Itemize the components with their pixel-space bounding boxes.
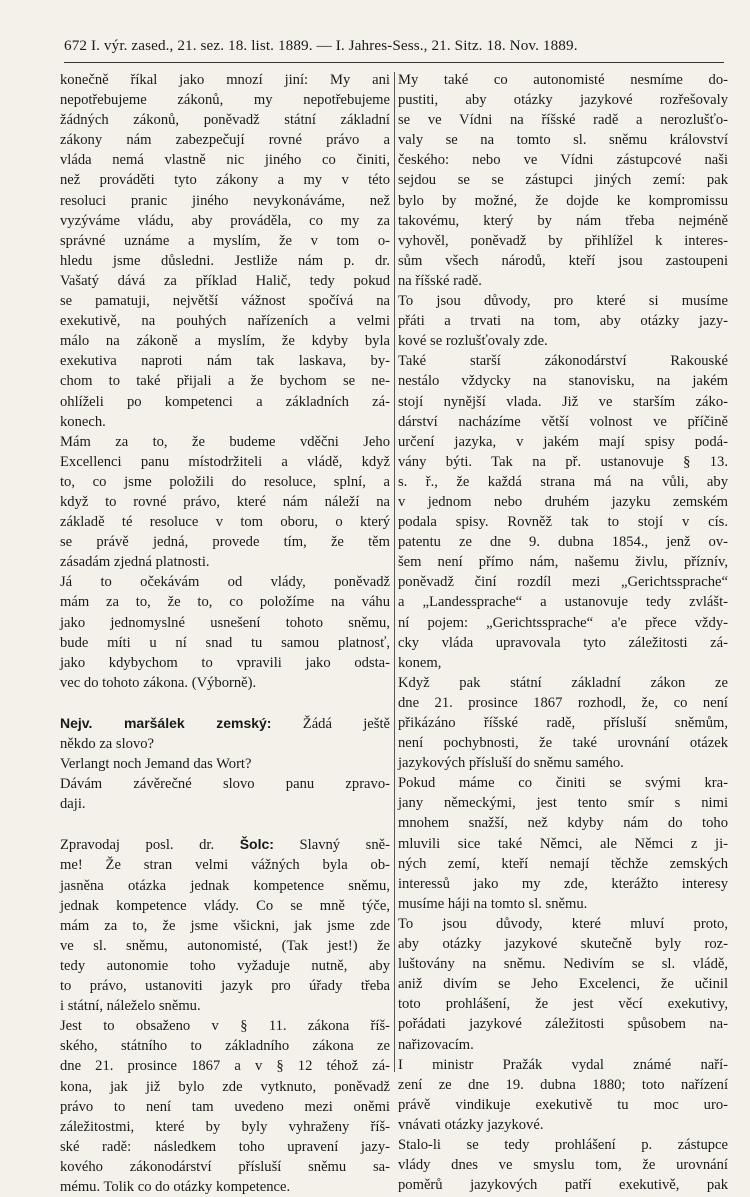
text-line: dne 21. prosince 1867 rozhodl, že, co není [398,694,728,711]
text-line: Jest to obsaženo v § 11. zákona říš- [60,1018,390,1035]
text-line: Také starší zákonodárství Rakouské [398,353,728,370]
text-line: me! Že stran velmi vážných byla ob- [60,857,390,874]
text-line: než prováděti tyto zákony a my v této [60,172,390,189]
text-line: dárství nacházíme větší volnost ve příčině [398,413,728,430]
speaker-name: Nejv. maršálek zemský: [60,714,272,731]
text-line: daji. [60,796,86,813]
text-line: zásadám zjedná platnosti. [60,554,210,571]
text-line: nestálo vždycky na stanovisku, na jakém [398,373,728,390]
text-line: mluvili sice také Němci, ale Němci z ji- [398,835,728,852]
text-line: bude míti u ní snad tu samou platnosť, [60,634,390,651]
text-line: zákony nám zabezpečují rovné právo a [60,132,390,149]
text-line: mému. Tolik co do otázky kompetence. [60,1178,291,1195]
text-line: nepotřebujeme zákonů, my nepotřebujeme [60,92,390,109]
text-line: jako jednomyslné usnešení tohoto sněmu, [60,614,390,631]
text-line: vnávati otázky jazykové. [398,1116,544,1133]
text-line: Verlangt noch Jemand das Wort? [60,756,252,773]
text-line: přikázáno říšské radě, přísluší sněmům, [398,715,728,731]
text-line: ohlíželi po kompetenci a základních zá- [60,393,390,410]
text-line: ve sl. sněmu, autonomisté, (Tak jest!) že [60,937,390,954]
text-line: jany německými, jest tento smír s nimi [398,795,728,812]
text-line: stojí nynější vlada. Již ve starším záko- [398,393,728,410]
text-line: ského, státního to základního zákona ze [60,1038,390,1055]
text-line: My také co autonomisté nesmíme do- [398,72,728,88]
text-line: hledu jsme důsledni. Jestliže nám p. dr. [60,252,390,269]
text-line: jazykových přísluší do sněmu samého. [398,755,624,772]
text-line: Zpravodaj posl. dr. Šolc: Slavný sně- [60,836,390,854]
text-line: aniž divím se Jeho Excelenci, že učinil [398,976,728,993]
text-line: zení ze dne 19. dubna 1880; toto nařízení [398,1076,728,1093]
paragraph-gap [60,814,390,834]
left-column [60,70,390,1197]
text-line: Stalo-li se tedy prohlášení p. zástupce [398,1136,728,1153]
text-line: vyzýváme vládu, aby prováděla, co my za [60,212,390,229]
text-line: přáti a trvati na tom, aby otázky jazy- [398,313,728,330]
text-line: jasněna otázka jednak kompetence sněmu, [60,877,390,894]
text-line: na říšské radě. [398,272,482,289]
text-line: s. ř., že každá strana má na vůli, aby [398,473,728,490]
text-line: málo na zákoně a myslím, že kdyby byla [60,333,390,350]
text-line: to právo, ustanoviti jazyk pro úřady třeba [60,978,390,995]
column-divider [394,72,395,1072]
text-line: I ministr Pražák vydal známé naří- [398,1056,728,1073]
text-line: šem není přímo nám, našemu živlu, příznív, [398,554,728,571]
text-line: exekutivě, na pouhých nařízeních a velmi [60,313,390,330]
text-line: mám za to, že to, co položíme na váhu [60,594,390,611]
text-line: a „Landessprache“ a ustanovuje tedy zvlášt- [398,594,728,611]
text-line: základě té resoluce v tom oboru, o který [60,514,390,531]
text-line: Excellenci panu místodržiteli a vládě, když [60,453,390,470]
text-line: kového zákonodárství přísluší sněmu sa- [60,1158,390,1175]
text-line: vlády dnes ve smyslu tom, že urovnání [398,1157,728,1174]
text-line: Mám za to, že budeme vděčni Jeho [60,433,390,450]
text-line: resoluci pranic jiného nevykonáváme, než [60,192,390,209]
text-line: valy se na tomto sl. sněmu království [398,132,728,149]
text-line: mnohem snažší, než kdyby nám do toho [398,815,728,832]
text-line: exekutiva naproti nám tak laskava, by- [60,353,390,370]
text-line: vyhověl, poněvadž by přihlížel k interes- [398,232,728,249]
text-line: právě vindikuje exekutivě tu moc uro- [398,1096,728,1113]
paragraph-gap [60,693,390,713]
text-line: konem, [398,654,442,671]
right-column [398,70,728,1195]
header-rule [64,62,724,63]
text-line: patentu ze dne 9. dubna 1854., jenž ov- [398,534,728,551]
text-line: nařizovacím. [398,1036,474,1053]
text-line: ných zemí, kteří nemají těchže zemských [398,855,728,872]
text-line: toto prohlášení, že jest věcí exekutivy, [398,996,728,1013]
text-line: luštovány na sněmu. Nedivím se sl. vládě, [398,956,728,973]
text-line: se pamatuji, největší vážnost spočívá na [60,293,390,310]
text-line: bylo by možné, že dojde ke kompromissu [398,192,728,209]
text-line: Když pak státní základní zákon ze [398,674,728,691]
text-line: poněvadž činí rozdíl mezi „Gerichtssprache“ [398,574,728,591]
text-line: Pokud máme co činiti se svými kra- [398,775,728,792]
text-line: vány býti. Tak na př. ustanovuje § 13. [398,453,728,470]
speaker-name: Šolc: [239,836,274,853]
text-line: kové se rozlušťovaly zde. [398,333,548,350]
text-line: aby otázky jazykové skutečně byly roz- [398,936,728,953]
text-line: podala spisy. Rovněž tak to stojí v cís. [398,514,728,531]
text-line: není pochybnosti, že také urovnání otázek [398,735,728,752]
text-line: konečně říkal jako mnozí jiní: My ani [60,72,390,88]
text-line: pustiti, aby otázky jazykové rozřešovaly [398,92,728,109]
running-header: 672 I. výr. zased., 21. sez. 18. list. 1889. — I. Jahres-Sess., 21. Sitz. 18. Nov. 1889. [64,37,578,54]
text-line: interessů jako my zde, kterážto interesy [398,875,728,892]
text-line: takovému, který by nám třeba nejméně [398,212,728,229]
text-line: českého: nebo ve Vídni zástupcové naši [398,152,728,169]
text-line: vláda nemá vlastně nic jiného co činiti, [60,152,390,169]
text-line: tedy autonomie toho vyžaduje nutně, aby [60,957,390,974]
text-line: musíme háji na tomto sl. sněmu. [398,895,588,912]
text-line: jednak kompetence vlády. Co se mně týče, [60,897,390,914]
text-line: dne 21. prosince 1867 a v § 12 téhož zá- [60,1058,390,1075]
text-line: To jsou důvody, pro které si musíme [398,293,728,310]
text-line: se ve Vídni na říšské radě a nerozlušťo- [398,112,728,129]
text-line: cky vláda upravovala tyto záležitosti zá- [398,634,728,651]
text-line: sejdou se se zástupci jiných zemí: pak [398,172,728,189]
text-line: Já to očekávám od vlády, poněvadž [60,574,390,591]
text-line: v jednom nebo druhém jazyku zemském [398,493,728,510]
text-line: i státní, náleželo sněmu. [60,998,201,1015]
text-line: záležitostmi, které by byly vyhraženy říš- [60,1118,390,1135]
text-line: to, co jsme položili do resoluce, splní, a [60,473,390,490]
text-line: kona, jak již bylo zde vytknuto, poněvadž [60,1078,390,1095]
text-line: vec do tohoto zákona. (Výborně). [60,674,257,691]
text-line: právo to není tam uvedeno mezi oněmi [60,1098,390,1115]
text-line: mám za to, že jsme všickni, jak jsme zde [60,917,390,934]
text-line: konech. [60,413,106,430]
text-line: někdo za slovo? [60,736,155,752]
text-line: poměrů jazykových patří exekutivě, pak [398,1177,728,1194]
text-line: jako kdybychom to vpravili jako odsta- [60,654,390,671]
text-line: To jsou důvody, které mluví proto, [398,915,728,932]
text-line: Nejv. maršálek zemský: Žádá ještě [60,714,390,732]
text-line: ní pojem: „Gerichtssprache“ a'e přece vždy- [398,614,728,631]
text-line: správné uznáme a myslím, že v tom o- [60,232,390,249]
text-line: pořádati jazykové záležitosti spůsobem na- [398,1016,728,1033]
text-line: Vašatý dává za příklad Halič, tedy pokud [60,272,390,289]
text-line: žádných zákonů, poněvadž státní základní [60,112,390,129]
text-line: Dávám závěrečné slovo panu zpravo- [60,776,390,793]
text-line: sům všech národů, kteří jsou zastoupeni [398,252,728,269]
text-line: když to rovné právo, které nám náleží na [60,493,390,510]
text-line: se právě jedná, provede tím, že těm [60,534,390,551]
text-line: určení jazyka, v jakém mají spisy podá- [398,433,728,450]
text-line: chom to také přijali a že bychom se ne- [60,373,390,390]
text-line: ské radě: následkem toho upravení jazy- [60,1138,390,1155]
